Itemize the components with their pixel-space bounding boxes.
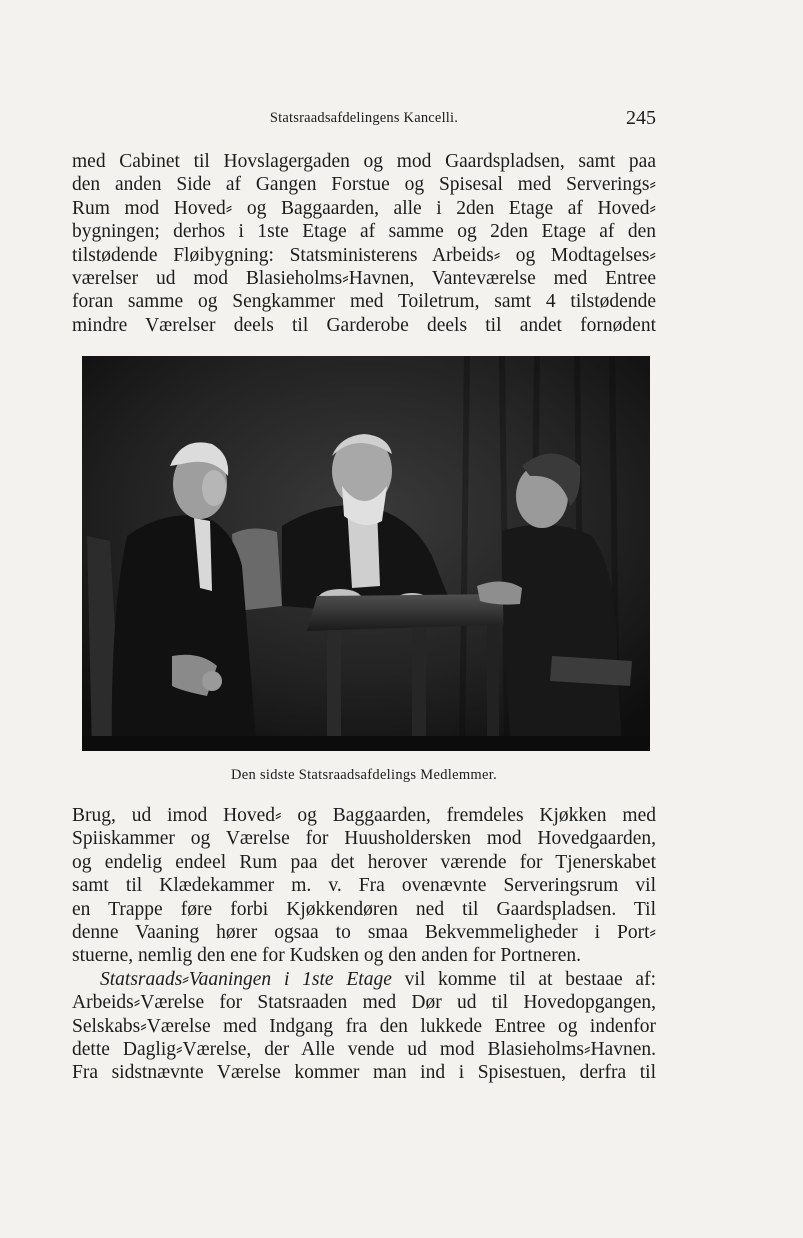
body-text-bottom: [72, 804, 656, 1085]
italic-heading: Statsraads⸗Vaaningen i 1ste Etage: [100, 968, 392, 990]
body-text-top: [72, 150, 656, 337]
text-line: stuerne, nemlig den ene for Kudsken og den anden for Portneren.: [72, 945, 582, 967]
page-number: 245: [626, 107, 656, 129]
text-line: bygningen; derhos i 1ste Etage af samme og 2den Etage af den: [72, 221, 656, 243]
text-line: foran samme og Sengkammer med Toiletrum, samt 4 tilstødende: [72, 291, 656, 313]
text-line: værelser ud mod Blasieholms⸗Havnen, Vanteværelse med Entree: [72, 268, 656, 290]
text-line: en Trappe føre forbi Kjøkkendøren ned til Gaardspladsen. Til: [72, 898, 656, 920]
text-line: tilstødende Fløibygning: Statsministerens Arbeids⸗ og Modtagelses⸗: [72, 244, 656, 266]
text-run: vil komme til at bestaae af:: [391, 968, 656, 990]
text-line: dette Daglig⸗Værelse, der Alle vende ud mod Blasieholms⸗Havnen.: [72, 1039, 656, 1061]
photo-caption: Den sidste Statsraadsafdelings Medlemmer.: [231, 767, 497, 783]
group-portrait-photo: [82, 356, 650, 751]
text-line: Spiiskammer og Værelse for Huusholdersken mod Hovedgaarden,: [72, 828, 656, 850]
running-title: Statsraadsafdelingens Kancelli.: [269, 110, 459, 126]
text-line: og endelig endeel Rum paa det herover værende for Tjenerskabet: [72, 851, 656, 873]
text-line: Fra sidstnævnte Værelse kommer man ind i Spisestuen, derfra til: [72, 1062, 656, 1084]
text-line: samt til Klædekammer m. v. Fra ovenævnte Serveringsrum vil: [72, 875, 656, 897]
running-head: [72, 107, 656, 131]
text-line: mindre Værelser deels til Garderobe deels til andet fornødent: [72, 314, 656, 336]
text-line: Selskabs⸗Værelse med Indgang fra den lukkede Entree og indenfor: [72, 1015, 656, 1037]
text-line: Arbeids⸗Værelse for Statsraaden med Dør ud til Hovedopgangen,: [72, 992, 656, 1014]
text-line: Brug, ud imod Hoved⸗ og Baggaarden, fremdeles Kjøkken med: [72, 805, 656, 826]
text-line-paragraph-start: [72, 968, 656, 991]
text-line: Rum mod Hoved⸗ og Baggaarden, alle i 2den Etage af Hoved⸗: [72, 197, 656, 219]
text-line: med Cabinet til Hovslagergaden og mod Gaardspladsen, samt paa: [72, 151, 656, 172]
text-line: den anden Side af Gangen Forstue og Spisesal med Serverings⸗: [72, 174, 656, 196]
text-line: denne Vaaning hører ogsaa to smaa Bekvemmeligheder i Port⸗: [72, 922, 656, 944]
photo-illustration: [82, 356, 650, 751]
